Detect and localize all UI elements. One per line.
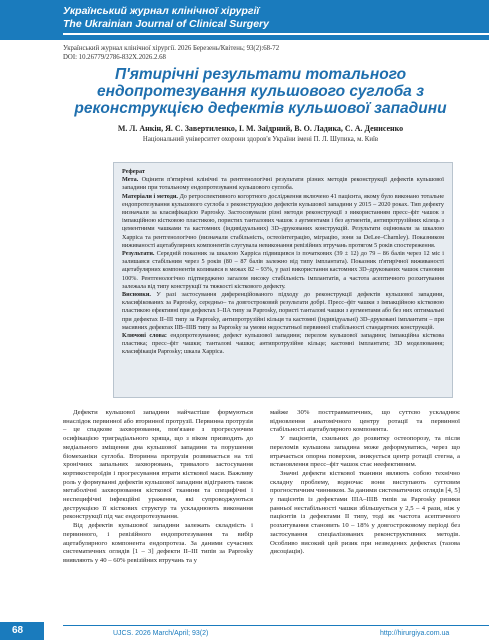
body-paragraph: Дефекти кульшової западини найчастіше формуються внаслідок первинної або вторинної протрузії. Первинна протрузія – це спадкове захворювання, пов'язане з прогресуючим осифікацією триградіального хряща, що з віком призводить до медіального зміщення дна кульшової западини та порушення біомеханіки суглоба. Вторинна протрузія розвивається на тлі хронічних запальних захворювань, тривалого застосування кортикостероїдів і прогресування втрати кісткової маси. Важливу роль у формуванні дефектів кульшової западини відіграють також метаболічні захворювання кісткової тканини та специфічні і неспецифічні інфекційні ураження, які супроводжуються деструкцією її кісткових структур та ускладнюють виконання реконструкції під час ендопротезування. (63, 409, 253, 521)
abstract-results (122, 250, 444, 291)
body-column-left (63, 409, 253, 566)
page-number: 68 (12, 625, 24, 636)
article-title: П'ятирічні результати тотального ендопротезування кульшового суглоба з реконструкцією дефектів кульшової западини (74, 66, 447, 117)
conclusions-label: Висновки. (122, 291, 151, 299)
results-text: Середній показник за шкалою Харріса підвищився із початкових (39 ± 12) до 79 – 86 балів через 12 міс і залишався стабільним через 5 років (80 – 87 балів залежно від типу імплантата). Показник п'ятирічної виживаності ацетабулярних компонентів коливався в межах 82 – 93%, у разі використання кастомних 3D–друкованих чашок становив 100%. Рентгенологічно підтверджено загалом високу стабільність імплантатів, а частота асептичного розхитування залежала від типу конструкції та тяжкості кісткового дефекту. (122, 250, 444, 290)
journal-header (0, 0, 489, 40)
body-paragraph: Значні дефекти кісткової тканини являють собою технічно складну проблему, водночас вони виступають суттєвим прогностичним чинником. За даними систематичних оглядів [4, 5] у пацієнтів із дефектами IIIA–IIIB типів за Paprosky ризики ранньої нестабільності чашки збільшується у 2,5 – 4 рази, ніж у пацієнтів із дефектами II типу, тоді як частота асептичного розхитування становить 10 – 18% у довгостроковому періоді без застосування спеціалізованих реконструктивних методів. Особливо високий цей ризик при незведених дефектах (тазова дисоціація). (270, 469, 460, 556)
aim-text: Оцінити п'ятирічні клінічні та рентгенологічні результати різних методів реконструкції дефектів кульшової западини при тотальному ендопротезуванні кульшового суглоба. (122, 176, 444, 192)
article-affiliation: Національний університет охорони здоров'я України імені П. Л. Шупика, м. Київ (142, 136, 379, 143)
body-paragraph: Від дефектів кульшової западини залежать складність і первинного, і ревізійного ендопротезування та вибір ацетабулярного компонента ендопротеза. За даними сучасних систематичних оглядів [1 – 3] дефекти II–III типів за Paprosky виявляють у 40 – 60% ревізійних втручань та у (63, 522, 253, 564)
journal-title-en: The Ukrainian Journal of Clinical Surgery (63, 18, 269, 30)
keywords-label: Ключові слова: (122, 332, 167, 340)
doi-line: DOI: 10.26779/2786-832X.2026.2.68 (63, 54, 166, 61)
abstract-heading: Реферат (122, 168, 145, 175)
abstract-methods (122, 193, 444, 250)
abstract-aim (122, 176, 444, 192)
footer-divider (63, 625, 489, 626)
aim-label: Мета. (122, 176, 139, 184)
journal-title-ua: Український журнал клінічної хірургії (63, 5, 260, 17)
body-column-right (270, 409, 460, 557)
abstract-box (113, 162, 453, 398)
abstract-conclusions (122, 291, 444, 332)
keywords-text: ендопротезування; дефект кульшової западини; перелом кульшової западини; імпакційна кісткова пластика; пресс–фіт чашки; танталові чашки; антипротрузійне кільце; кастомні імплантати; 3D моделювання; класифікація Paprosky; шкала Харріса. (122, 332, 445, 356)
methods-label: Матеріали і методи. (122, 192, 178, 200)
conclusions-text: У разі застосування диференційованого підходу до реконструкції дефектів кульшової западини, класифікованих за Paprosky, середньо– та довгостроковий результати добрі. Пресс–фіт чашки з імпакційною кістковою пластикою ефективні при дефектах I–IIA типу за Paprosky, пористі танталові чашки з аугментами або без них оптимальні при дефектах II–III типу за Paprosky, антипротрузійні кільця та кастомні (індивідуальні) 3D–друковані імплантати – при масивних дефектах IIB–IIIB типу за Paprosky за умови недостатньої первинної стабільності стандартних конструкцій. (122, 291, 444, 331)
header-divider (63, 33, 489, 35)
footer-url-link[interactable]: http://hirurgiya.com.ua (380, 630, 450, 637)
body-paragraph: У пацієнтів, схильних до розвитку остеопорозу, та після переломів кульшова западина може деформуватись, через що втрачається опорна поверхня, зникується центр ротації стегна, а встановлення пресс–фіт чашок стає неефективним. (270, 435, 460, 469)
methods-text: До ретроспективного когортного дослідження включено 41 пацієнта, якому було виконано тотальне ендопротезування кульшового суглоба з реконструкцією дефектів кульшової западини у 2015 – 2020 роках. Тип дефекту визначали за класифікацією Paprosky. Застосовували різні методи реконструкції з використанням пресс–фіт чашок з імпакційною кістковою пластикою, пористих танталових чашок з аугментами і без аугментів, антипротрузійних кілець з цементними чашками та кастомних (індивідуальних) 3D–друкованих конструкцій. Результати оцінювали за шкалою Харріса та рентгенологічно (визначали стабільність, остеоінтеграцію, міграцію, зони за DeLee–Charnley). Показником виживаності ацетабулярних компонентів слугувала невиконання ревізійних втручань протягом 5 років спостереження. (122, 192, 444, 249)
abstract-keywords (122, 332, 444, 357)
results-label: Результати. (122, 250, 155, 258)
citation-line: Український журнал клінічної хірургії. 2026 Березень/Квітень; 93(2):68-72 (63, 45, 280, 52)
article-meta (63, 44, 279, 62)
footer-journal-citation: UJCS. 2026 March/April; 93(2) (113, 630, 209, 637)
article-authors: М. Л. Анкін, Я. С. Завертиленко, І. М. Заїдрний, В. О. Ладика, С. А. Денисенко (117, 124, 404, 133)
body-paragraph: майже 30% посттравматичних, що суттєво ускладнює відновлення анатомічного центру ротації та первинної стабільності ацетабулярного компонента. (270, 409, 460, 434)
